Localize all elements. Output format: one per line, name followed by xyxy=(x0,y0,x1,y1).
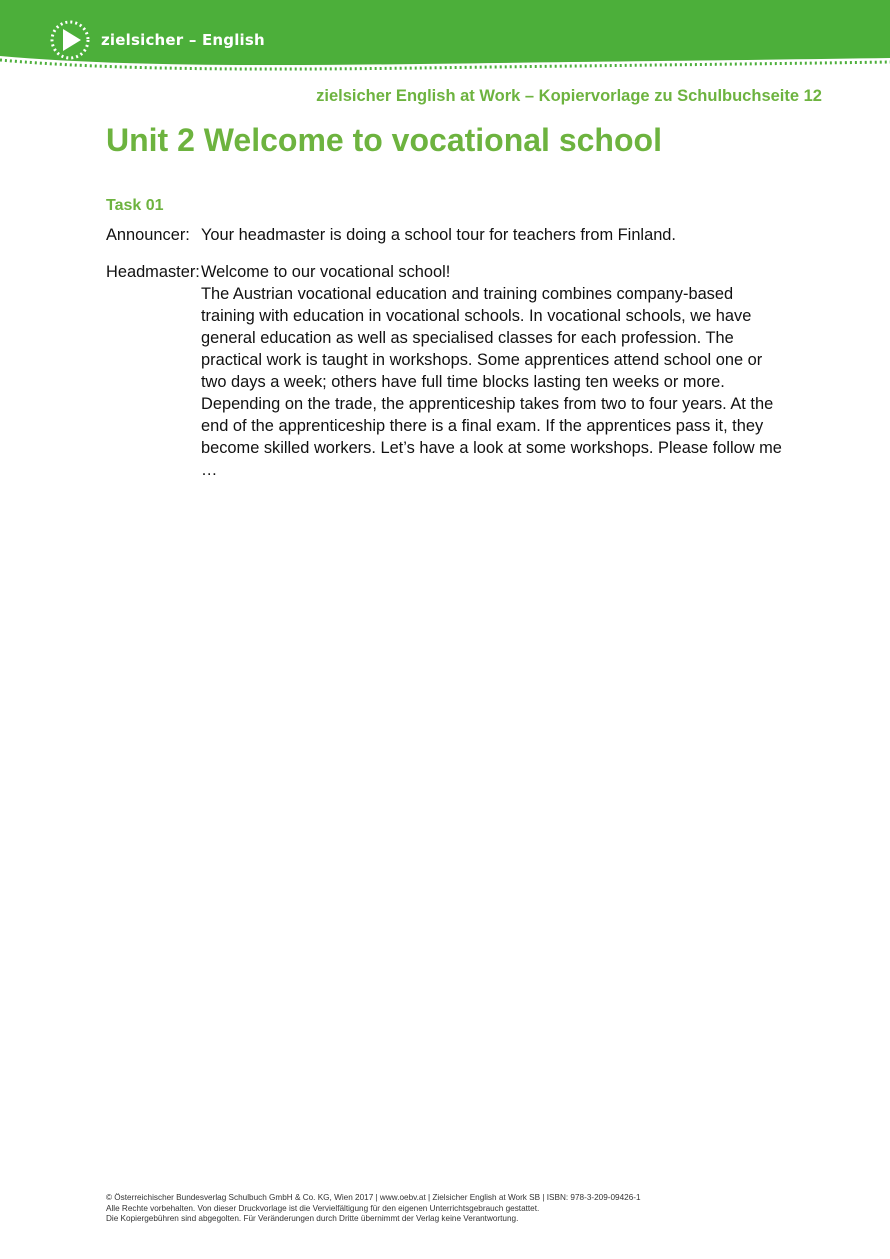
speech-line: The Austrian vocational education and training combines company-based training with education in vocational schools. In vocational schools, we have general education as well as specialised classes for each profession. The practical work is taught in workshops. Some apprentices attend school one or two days a week; others have full time blocks lasting ten weeks or more. Depending on the trade, the apprenticeship takes from two to four years. At the end of the apprenticeship there is a final exam. If the apprentices pass it, they become skilled workers. Let’s have a look at some workshops. Please follow me … xyxy=(201,285,782,479)
footer-line: © Österreichischer Bundesverlag Schulbuch GmbH & Co. KG, Wien 2017 | www.oebv.at | Zielsicher English at Work SB | ISBN: 978-3-209-09426-1 xyxy=(106,1193,641,1202)
task-label: Task 01 xyxy=(106,197,164,214)
speech-text xyxy=(201,261,791,481)
running-head: zielsicher English at Work – Kopiervorlage zu Schulbuchseite 12 xyxy=(316,87,822,105)
speech-text xyxy=(201,224,791,246)
page-title: Unit 2 Welcome to vocational school xyxy=(106,122,662,158)
logo-text: zielsicher – English xyxy=(101,31,265,49)
footer-line: Die Kopiergebühren sind abgegolten. Für Veränderungen durch Dritte übernimmt der Verlag keine Verantwortung. xyxy=(106,1214,519,1223)
speaker-label: Announcer: xyxy=(106,226,190,244)
footer-line: Alle Rechte vorbehalten. Von dieser Druckvorlage ist die Vervielfältigung für den eigenen Unterrichtsgebrauch gestattet. xyxy=(106,1203,540,1213)
speech-line: Your headmaster is doing a school tour for teachers from Finland. xyxy=(201,226,676,244)
speaker-label: Headmaster: xyxy=(106,263,200,281)
speech-line: Welcome to our vocational school! xyxy=(201,263,451,281)
copyright-footer xyxy=(106,1193,641,1225)
